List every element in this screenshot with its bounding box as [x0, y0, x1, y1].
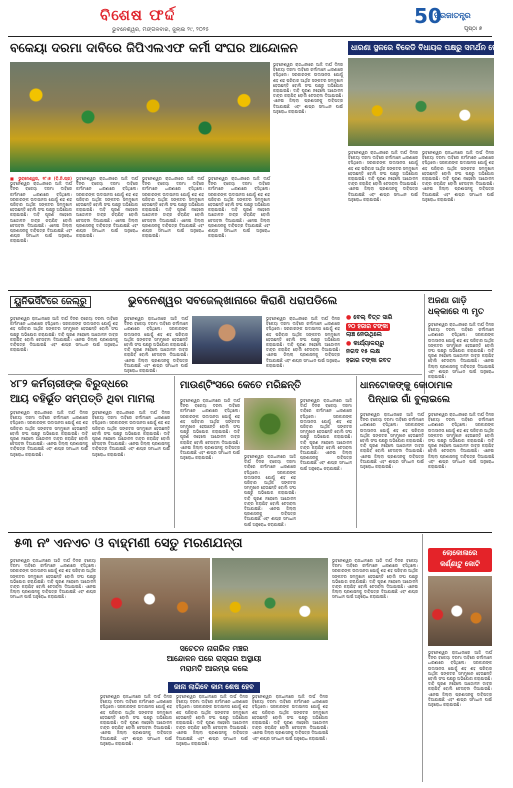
stat-line-6: ହଜାର ଟଙ୍କା ଜବତ — [346, 356, 392, 364]
brief-divider — [424, 294, 425, 394]
stat-line-2: ୨୦ ହଜାର ଟଙ୍କା — [348, 322, 388, 330]
top-story-column-3: ଭୁବନେଶ୍ୱର ରାଜଧାନୀରେ ଆଜି ଦୀର୍ଘ ଦିନର ବକେୟା ଦରମା ଦାବିରେ କର୍ମୀମାନେ ଧାରଣାରେ ବସିଥିଲେ। ସରକାରଙ୍କ ଉଦାସୀନତା ଯୋଗୁଁ ଶହ ଶହ ପରିବାର ଆର୍ଥିକ ସଙ୍କଟର ସମ୍ମୁଖୀନ ହେଉଛନ୍ତି ବୋଲି ସଂଘ ପକ୍ଷରୁ ଅଭିଯୋଗ କରାଯାଇଛି। ଦାବି ପୂରଣ ନହେଲେ ଆନ୍ଦୋଳନ ତୀବ୍ର କରାଯିବ ବୋଲି ଚେତାବନୀ ଦିଆଯାଇଛି। ଏନେଇ ଜିଲ୍ଲା ପ୍ରଶାସନକୁ ଦାବିପତ୍ର ଦିଆଯାଇଛି ଏବଂ ଶୀଘ୍ର ସମାଧାନ ପାଇଁ ଅନୁରୋଧ କରାଯାଇଛି। — [76, 176, 138, 239]
top-story-column-5: ଭୁବନେଶ୍ୱର ରାଜଧାନୀରେ ଆଜି ଦୀର୍ଘ ଦିନର ବକେୟା ଦରମା ଦାବିରେ କର୍ମୀମାନେ ଧାରଣାରେ ବସିଥିଲେ। ସରକାରଙ୍କ ଉଦାସୀନତା ଯୋଗୁଁ ଶହ ଶହ ପରିବାର ଆର୍ଥିକ ସଙ୍କଟର ସମ୍ମୁଖୀନ ହେଉଛନ୍ତି ବୋଲି ସଂଘ ପକ୍ଷରୁ ଅଭିଯୋଗ କରାଯାଇଛି। ଦାବି ପୂରଣ ନହେଲେ ଆନ୍ଦୋଳନ ତୀବ୍ର କରାଯିବ ବୋଲି ଚେତାବନୀ ଦିଆଯାଇଛି। ଏନେଇ ଜିଲ୍ଲା ପ୍ରଶାସନକୁ ଦାବିପତ୍ର ଦିଆଯାଇଛି ଏବଂ ଶୀଘ୍ର ସମାଧାନ ପାଇଁ ଅନୁରୋଧ କରାଯାଇଛି। — [208, 176, 270, 239]
top-story-column-4: ଭୁବନେଶ୍ୱର ରାଜଧାନୀରେ ଆଜି ଦୀର୍ଘ ଦିନର ବକେୟା ଦରମା ଦାବିରେ କର୍ମୀମାନେ ଧାରଣାରେ ବସିଥିଲେ। ସରକାରଙ୍କ ଉଦାସୀନତା ଯୋଗୁଁ ଶହ ଶହ ପରିବାର ଆର୍ଥିକ ସଙ୍କଟର ସମ୍ମୁଖୀନ ହେଉଛନ୍ତି ବୋଲି ସଂଘ ପକ୍ଷରୁ ଅଭିଯୋଗ କରାଯାଇଛି। ଦାବି ପୂରଣ ନହେଲେ ଆନ୍ଦୋଳନ ତୀବ୍ର କରାଯିବ ବୋଲି ଚେତାବନୀ ଦିଆଯାଇଛି। ଏନେଇ ଜିଲ୍ଲା ପ୍ରଶାସନକୁ ଦାବିପତ୍ର ଦିଆଯାଇଛି ଏବଂ ଶୀଘ୍ର ସମାଧାନ ପାଇଁ ଅନୁରୋଧ କରାଯାଇଛି। — [142, 176, 204, 239]
protest-march-photo — [100, 558, 210, 640]
right-brief-headline: ଅଜଣା ଗାଡ଼ି ଧକ୍କାରେ ୩ ମୃତ — [428, 296, 484, 317]
header-rule — [8, 36, 492, 37]
top-story-column-2 — [10, 176, 72, 286]
bridge-column-1: ଭୁବନେଶ୍ୱର ରାଜଧାନୀରେ ଆଜି ଦୀର୍ଘ ଦିନର ବକେୟା ଦରମା ଦାବିରେ କର୍ମୀମାନେ ଧାରଣାରେ ବସିଥିଲେ। ସରକାରଙ୍କ ଉଦାସୀନତା ଯୋଗୁଁ ଶହ ଶହ ପରିବାର ଆର୍ଥିକ ସଙ୍କଟର ସମ୍ମୁଖୀନ ହେଉଛନ୍ତି ବୋଲି ସଂଘ ପକ୍ଷରୁ ଅଭିଯୋଗ କରାଯାଇଛି। ଦାବି ପୂରଣ ନହେଲେ ଆନ୍ଦୋଳନ ତୀବ୍ର କରାଯିବ ବୋଲି ଚେତାବନୀ ଦିଆଯାଇଛି। ଏନେଇ ଜିଲ୍ଲା ପ୍ରଶାସନକୁ ଦାବିପତ୍ର ଦିଆଯାଇଛି ଏବଂ ଶୀଘ୍ର ସମାଧାନ ପାଇଁ ଅନୁରୋଧ କରାଯାଇଛି। — [10, 558, 96, 600]
stat-line-1: ● ବେଲ୍ ବିତ୍ତ ସାରି — [346, 314, 393, 321]
dhan-divider — [356, 376, 357, 528]
dhan-column-1: ଭୁବନେଶ୍ୱର ରାଜଧାନୀରେ ଆଜି ଦୀର୍ଘ ଦିନର ବକେୟା ଦରମା ଦାବିରେ କର୍ମୀମାନେ ଧାରଣାରେ ବସିଥିଲେ। ସରକାରଙ୍କ ଉଦାସୀନତା ଯୋଗୁଁ ଶହ ଶହ ପରିବାର ଆର୍ଥିକ ସଙ୍କଟର ସମ୍ମୁଖୀନ ହେଉଛନ୍ତି ବୋଲି ସଂଘ ପକ୍ଷରୁ ଅଭିଯୋଗ କରାଯାଇଛି। ଦାବି ପୂରଣ ନହେଲେ ଆନ୍ଦୋଳନ ତୀବ୍ର କରାଯିବ ବୋଲି ଚେତାବନୀ ଦିଆଯାଇଛି। ଏନେଇ ଜିଲ୍ଲା ପ୍ରଶାସନକୁ ଦାବିପତ୍ର ଦିଆଯାଇଛି ଏବଂ ଶୀଘ୍ର ସମାଧାନ ପାଇଁ ଅନୁରୋଧ କରାଯାଇଛି। — [360, 412, 424, 470]
accused-photo — [192, 316, 262, 364]
stat-line-4: ● କାର୍ଯ୍ୟାଳୟରୁ — [346, 339, 385, 347]
protest-line-1: ସଚେତନ ନାଗରିକ ମଞ୍ଚର — [179, 644, 249, 653]
road-protest-photo — [212, 558, 328, 640]
jail-story-column-3: ଭୁବନେଶ୍ୱର ରାଜଧାନୀରେ ଆଜି ଦୀର୍ଘ ଦିନର ବକେୟା ଦରମା ଦାବିରେ କର୍ମୀମାନେ ଧାରଣାରେ ବସିଥିଲେ। ସରକାରଙ୍କ ଉଦାସୀନତା ଯୋଗୁଁ ଶହ ଶହ ପରିବାର ଆର୍ଥିକ ସଙ୍କଟର ସମ୍ମୁଖୀନ ହେଉଛନ୍ତି ବୋଲି ସଂଘ ପକ୍ଷରୁ ଅଭିଯୋଗ କରାଯାଇଛି। ଦାବି ପୂରଣ ନହେଲେ ଆନ୍ଦୋଳନ ତୀବ୍ର କରାଯିବ ବୋଲି ଚେତାବନୀ ଦିଆଯାଇଛି। ଏନେଇ ଜିଲ୍ଲା ପ୍ରଶାସନକୁ ଦାବିପତ୍ର ଦିଆଯାଇଛି ଏବଂ ଶୀଘ୍ର ସମାଧାନ ପାଇଁ ଅନୁରୋଧ କରାଯାଇଛି। — [266, 316, 340, 368]
jail-story-column-2: ଭୁବନେଶ୍ୱର ରାଜଧାନୀରେ ଆଜି ଦୀର୍ଘ ଦିନର ବକେୟା ଦରମା ଦାବିରେ କର୍ମୀମାନେ ଧାରଣାରେ ବସିଥିଲେ। ସରକାରଙ୍କ ଉଦାସୀନତା ଯୋଗୁଁ ଶହ ଶହ ପରିବାର ଆର୍ଥିକ ସଙ୍କଟର ସମ୍ମୁଖୀନ ହେଉଛନ୍ତି ବୋଲି ସଂଘ ପକ୍ଷରୁ ଅଭିଯୋଗ କରାଯାଇଛି। ଦାବି ପୂରଣ ନହେଲେ ଆନ୍ଦୋଳନ ତୀବ୍ର କରାଯିବ ବୋଲି ଚେତାବନୀ ଦିଆଯାଇଛି। ଏନେଇ ଜିଲ୍ଲା ପ୍ରଶାସନକୁ ଦାବିପତ୍ର ଦିଆଯାଇଛି ଏବଂ ଶୀଘ୍ର ସମାଧାନ ପାଇଁ ଅନୁରୋଧ କରାଯାଇଛି। — [124, 316, 188, 374]
employee-column-2: ଭୁବନେଶ୍ୱର ରାଜଧାନୀରେ ଆଜି ଦୀର୍ଘ ଦିନର ବକେୟା ଦରମା ଦାବିରେ କର୍ମୀମାନେ ଧାରଣାରେ ବସିଥିଲେ। ସରକାରଙ୍କ ଉଦାସୀନତା ଯୋଗୁଁ ଶହ ଶହ ପରିବାର ଆର୍ଥିକ ସଙ୍କଟର ସମ୍ମୁଖୀନ ହେଉଛନ୍ତି ବୋଲି ସଂଘ ପକ୍ଷରୁ ଅଭିଯୋଗ କରାଯାଇଛି। ଦାବି ପୂରଣ ନହେଲେ ଆନ୍ଦୋଳନ ତୀବ୍ର କରାଯିବ ବୋଲି ଚେତାବନୀ ଦିଆଯାଇଛି। ଏନେଇ ଜିଲ୍ଲା ପ୍ରଶାସନକୁ ଦାବିପତ୍ର ଦିଆଯାଇଛି ଏବଂ ଶୀଘ୍ର ସମାଧାନ ପାଇଁ ଅନୁରୋଧ କରାଯାଇଛି। — [92, 410, 170, 457]
employee-headline-2: ଆୟ ବହିର୍ଭୂତ ସମ୍ପତ୍ତି ଥିବା ମାମଲା — [10, 393, 155, 405]
employee-headline-1: ୪୮୨ କର୍ମଚାରୀଙ୍କ ବିରୁଦ୍ଧରେ — [10, 378, 129, 390]
stat-line-3: ଲାଞ୍ଚ ନେଉଥିଲେ — [346, 331, 382, 338]
dhan-headline-2: ପିନ୍ଧାଇ ଗାଁ ବୁଲାଇଲେ — [368, 394, 451, 405]
mound-story-headline: ମାଉଣ୍ଟିଂସରେ କେତେ ମରିଛନ୍ତି — [180, 380, 302, 391]
section-divider — [8, 290, 492, 291]
crowd-photo — [10, 62, 270, 172]
protest-line-3: ମରାମତି ଆରମ୍ଭ କଲେ — [179, 664, 249, 673]
newspaper-logo-number: 50 — [414, 4, 442, 28]
jail-story-column-1: ଭୁବନେଶ୍ୱର ରାଜଧାନୀରେ ଆଜି ଦୀର୍ଘ ଦିନର ବକେୟା ଦରମା ଦାବିରେ କର୍ମୀମାନେ ଧାରଣାରେ ବସିଥିଲେ। ସରକାରଙ୍କ ଉଦାସୀନତା ଯୋଗୁଁ ଶହ ଶହ ପରିବାର ଆର୍ଥିକ ସଙ୍କଟର ସମ୍ମୁଖୀନ ହେଉଛନ୍ତି ବୋଲି ସଂଘ ପକ୍ଷରୁ ଅଭିଯୋଗ କରାଯାଇଛି। ଦାବି ପୂରଣ ନହେଲେ ଆନ୍ଦୋଳନ ତୀବ୍ର କରାଯିବ ବୋଲି ଚେତାବନୀ ଦିଆଯାଇଛି। ଏନେଇ ଜିଲ୍ଲା ପ୍ରଶାସନକୁ ଦାବିପତ୍ର ଦିଆଯାଇଛି ଏବଂ ଶୀଘ୍ର ସମାଧାନ ପାଇଁ ଅନୁରୋଧ କରାଯାଇଛି। — [10, 316, 118, 353]
mound-column-1: ଭୁବନେଶ୍ୱର ରାଜଧାନୀରେ ଆଜି ଦୀର୍ଘ ଦିନର ବକେୟା ଦରମା ଦାବିରେ କର୍ମୀମାନେ ଧାରଣାରେ ବସିଥିଲେ। ସରକାରଙ୍କ ଉଦାସୀନତା ଯୋଗୁଁ ଶହ ଶହ ପରିବାର ଆର୍ଥିକ ସଙ୍କଟର ସମ୍ମୁଖୀନ ହେଉଛନ୍ତି ବୋଲି ସଂଘ ପକ୍ଷରୁ ଅଭିଯୋଗ କରାଯାଇଛି। ଦାବି ପୂରଣ ନହେଲେ ଆନ୍ଦୋଳନ ତୀବ୍ର କରାଯିବ ବୋଲି ଚେତାବନୀ ଦିଆଯାଇଛି। ଏନେଇ ଜିଲ୍ଲା ପ୍ରଶାସନକୁ ଦାବିପତ୍ର ଦିଆଯାଇଛି ଏବଂ ଶୀଘ୍ର ସମାଧାନ ପାଇଁ ଅନୁରୋଧ କରାଯାଇଛି। — [180, 398, 240, 461]
lokakul-line-1: ଲୋକୋଳାରେ — [442, 549, 478, 557]
top-story-column-1: ଭୁବନେଶ୍ୱର ରାଜଧାନୀରେ ଆଜି ଦୀର୍ଘ ଦିନର ବକେୟା ଦରମା ଦାବିରେ କର୍ମୀମାନେ ଧାରଣାରେ ବସିଥିଲେ। ସରକାରଙ୍କ ଉଦାସୀନତା ଯୋଗୁଁ ଶହ ଶହ ପରିବାର ଆର୍ଥିକ ସଙ୍କଟର ସମ୍ମୁଖୀନ ହେଉଛନ୍ତି ବୋଲି ସଂଘ ପକ୍ଷରୁ ଅଭିଯୋଗ କରାଯାଇଛି। ଦାବି ପୂରଣ ନହେଲେ ଆନ୍ଦୋଳନ ତୀବ୍ର କରାଯିବ ବୋଲି ଚେତାବନୀ ଦିଆଯାଇଛି। ଏନେଇ ଜିଲ୍ଲା ପ୍ରଶାସନକୁ ଦାବିପତ୍ର ଦିଆଯାଇଛି ଏବଂ ଶୀଘ୍ର ସମାଧାନ ପାଇଁ ଅନୁରୋଧ କରାଯାଇଛି। — [273, 62, 343, 114]
right-brief-text: ଭୁବନେଶ୍ୱର ରାଜଧାନୀରେ ଆଜି ଦୀର୍ଘ ଦିନର ବକେୟା ଦରମା ଦାବିରେ କର୍ମୀମାନେ ଧାରଣାରେ ବସିଥିଲେ। ସରକାରଙ୍କ ଉଦାସୀନତା ଯୋଗୁଁ ଶହ ଶହ ପରିବାର ଆର୍ଥିକ ସଙ୍କଟର ସମ୍ମୁଖୀନ ହେଉଛନ୍ତି ବୋଲି ସଂଘ ପକ୍ଷରୁ ଅଭିଯୋଗ କରାଯାଇଛି। ଦାବି ପୂରଣ ନହେଲେ ଆନ୍ଦୋଳନ ତୀବ୍ର କରାଯିବ ବୋଲି ଚେତାବନୀ ଦିଆଯାଇଛି। ଏନେଇ ଜିଲ୍ଲା ପ୍ରଶାସନକୁ ଦାବିପତ୍ର ଦିଆଯାଇଛି ଏବଂ ଶୀଘ୍ର ସମାଧାନ ପାଇଁ ଅନୁରୋଧ କରାଯାଇଛି। — [428, 322, 494, 380]
protest-photo — [348, 58, 494, 146]
divider-2 — [8, 374, 422, 375]
bridge-column-3: ଭୁବନେଶ୍ୱର ରାଜଧାନୀରେ ଆଜି ଦୀର୍ଘ ଦିନର ବକେୟା ଦରମା ଦାବିରେ କର୍ମୀମାନେ ଧାରଣାରେ ବସିଥିଲେ। ସରକାରଙ୍କ ଉଦାସୀନତା ଯୋଗୁଁ ଶହ ଶହ ପରିବାର ଆର୍ଥିକ ସଙ୍କଟର ସମ୍ମୁଖୀନ ହେଉଛନ୍ତି ବୋଲି ସଂଘ ପକ୍ଷରୁ ଅଭିଯୋଗ କରାଯାଇଛି। ଦାବି ପୂରଣ ନହେଲେ ଆନ୍ଦୋଳନ ତୀବ୍ର କରାଯିବ ବୋଲି ଚେତାବନୀ ଦିଆଯାଇଛି। ଏନେଇ ଜିଲ୍ଲା ପ୍ରଶାସନକୁ ଦାବିପତ୍ର ଦିଆଯାଇଛି ଏବଂ ଶୀଘ୍ର ସମାଧାନ ପାଇଁ ଅନୁରୋଧ କରାଯାଇଛି। — [176, 694, 248, 746]
mound-column-2: ଭୁବନେଶ୍ୱର ରାଜଧାନୀରେ ଆଜି ଦୀର୍ଘ ଦିନର ବକେୟା ଦରମା ଦାବିରେ କର୍ମୀମାନେ ଧାରଣାରେ ବସିଥିଲେ। ସରକାରଙ୍କ ଉଦାସୀନତା ଯୋଗୁଁ ଶହ ଶହ ପରିବାର ଆର୍ଥିକ ସଙ୍କଟର ସମ୍ମୁଖୀନ ହେଉଛନ୍ତି ବୋଲି ସଂଘ ପକ୍ଷରୁ ଅଭିଯୋଗ କରାଯାଇଛି। ଦାବି ପୂରଣ ନହେଲେ ଆନ୍ଦୋଳନ ତୀବ୍ର କରାଯିବ ବୋଲି ଚେତାବନୀ ଦିଆଯାଇଛି। ଏନେଇ ଜିଲ୍ଲା ପ୍ରଶାସନକୁ ଦାବିପତ୍ର ଦିଆଯାଇଛି ଏବଂ ଶୀଘ୍ର ସମାଧାନ ପାଇଁ ଅନୁରୋଧ କରାଯାଇଛି। — [244, 454, 296, 527]
lokakul-divider — [422, 534, 423, 782]
side-story-headline-box: ଧାରଣା ସ୍ଥଳରେ ବିକେଡି ବିଧାୟକ ପକ୍ଷରୁ ସମର୍ଥନ ଘୋଷଣା — [348, 41, 494, 55]
dateline-marker: ■ ଭୁବନେଶ୍ୱର, ୨୮।୭ (ବି.ନି.ପ୍ର) — [10, 176, 72, 181]
stat-line-5: ନଗଦ ୧୫ ଲକ୍ଷ — [346, 348, 380, 355]
page-number: ପୃଷ୍ଠା ୭ — [464, 26, 483, 32]
jail-story-kicker: ୟୁନିଭର୍ସିଟିରେ ଜେଲ୍ରୁ — [10, 296, 91, 308]
dhan-column-2: ଭୁବନେଶ୍ୱର ରାଜଧାନୀରେ ଆଜି ଦୀର୍ଘ ଦିନର ବକେୟା ଦରମା ଦାବିରେ କର୍ମୀମାନେ ଧାରଣାରେ ବସିଥିଲେ। ସରକାରଙ୍କ ଉଦାସୀନତା ଯୋଗୁଁ ଶହ ଶହ ପରିବାର ଆର୍ଥିକ ସଙ୍କଟର ସମ୍ମୁଖୀନ ହେଉଛନ୍ତି ବୋଲି ସଂଘ ପକ୍ଷରୁ ଅଭିଯୋଗ କରାଯାଇଛି। ଦାବି ପୂରଣ ନହେଲେ ଆନ୍ଦୋଳନ ତୀବ୍ର କରାଯିବ ବୋଲି ଚେତାବନୀ ଦିଆଯାଇଛି। ଏନେଇ ଜିଲ୍ଲା ପ୍ରଶାସନକୁ ଦାବିପତ୍ର ଦିଆଯାଇଛି ଏବଂ ଶୀଘ୍ର ସମାଧାନ ପାଇଁ ଅନୁରୋଧ କରାଯାଇଛି। — [428, 412, 494, 470]
bridge-column-2: ଭୁବନେଶ୍ୱର ରାଜଧାନୀରେ ଆଜି ଦୀର୍ଘ ଦିନର ବକେୟା ଦରମା ଦାବିରେ କର୍ମୀମାନେ ଧାରଣାରେ ବସିଥିଲେ। ସରକାରଙ୍କ ଉଦାସୀନତା ଯୋଗୁଁ ଶହ ଶହ ପରିବାର ଆର୍ଥିକ ସଙ୍କଟର ସମ୍ମୁଖୀନ ହେଉଛନ୍ତି ବୋଲି ସଂଘ ପକ୍ଷରୁ ଅଭିଯୋଗ କରାଯାଇଛି। ଦାବି ପୂରଣ ନହେଲେ ଆନ୍ଦୋଳନ ତୀବ୍ର କରାଯିବ ବୋଲି ଚେତାବନୀ ଦିଆଯାଇଛି। ଏନେଇ ଜିଲ୍ଲା ପ୍ରଶାସନକୁ ଦାବିପତ୍ର ଦିଆଯାଇଛି ଏବଂ ଶୀଘ୍ର ସମାଧାନ ପାଇଁ ଅନୁରୋଧ କରାଯାଇଛି। — [100, 694, 172, 746]
dateline: ଭୁବନେଶ୍ୱର, ମଙ୍ଗଳବାର, ଜୁଲାଇ ୨୯, ୨୦୨୫ — [112, 27, 209, 33]
bridge-column-5: ଭୁବନେଶ୍ୱର ରାଜଧାନୀରେ ଆଜି ଦୀର୍ଘ ଦିନର ବକେୟା ଦରମା ଦାବିରେ କର୍ମୀମାନେ ଧାରଣାରେ ବସିଥିଲେ। ସରକାରଙ୍କ ଉଦାସୀନତା ଯୋଗୁଁ ଶହ ଶହ ପରିବାର ଆର୍ଥିକ ସଙ୍କଟର ସମ୍ମୁଖୀନ ହେଉଛନ୍ତି ବୋଲି ସଂଘ ପକ୍ଷରୁ ଅଭିଯୋଗ କରାଯାଇଛି। ଦାବି ପୂରଣ ନହେଲେ ଆନ୍ଦୋଳନ ତୀବ୍ର କରାଯିବ ବୋଲି ଚେତାବନୀ ଦିଆଯାଇଛି। ଏନେଇ ଜିଲ୍ଲା ପ୍ରଶାସନକୁ ଦାବିପତ୍ର ଦିଆଯାଇଛି ଏବଂ ଶୀଘ୍ର ସମାଧାନ ପାଇଁ ଅନୁରୋଧ କରାଯାଇଛି। — [332, 558, 418, 600]
newspaper-logo-name: ପ୍ରଜାତନ୍ତ୍ର — [434, 11, 471, 20]
lokakul-text: ଭୁବନେଶ୍ୱର ରାଜଧାନୀରେ ଆଜି ଦୀର୍ଘ ଦିନର ବକେୟା ଦରମା ଦାବିରେ କର୍ମୀମାନେ ଧାରଣାରେ ବସିଥିଲେ। ସରକାରଙ୍କ ଉଦାସୀନତା ଯୋଗୁଁ ଶହ ଶହ ପରିବାର ଆର୍ଥିକ ସଙ୍କଟର ସମ୍ମୁଖୀନ ହେଉଛନ୍ତି ବୋଲି ସଂଘ ପକ୍ଷରୁ ଅଭିଯୋଗ କରାଯାଇଛି। ଦାବି ପୂରଣ ନହେଲେ ଆନ୍ଦୋଳନ ତୀବ୍ର କରାଯିବ ବୋଲି ଚେତାବନୀ ଦିଆଯାଇଛି। ଏନେଇ ଜିଲ୍ଲା ପ୍ରଶାସନକୁ ଦାବିପତ୍ର ଦିଆଯାଇଛି ଏବଂ ଶୀଘ୍ର ସମାଧାନ ପାଇଁ ଅନୁରୋଧ କରାଯାଇଛି। — [428, 650, 492, 708]
people-photo — [428, 576, 492, 646]
bridge-story-headline: ୫୩ ନଂ ଏନଏଚ ଓ ବାହ୍ମଣୀ ସେତୁ ମରଣଯନ୍ତା — [14, 536, 243, 551]
section-title: ବିଶେଷ ଫର୍ଦ୍ଦ — [100, 6, 176, 24]
section-divider-2 — [8, 532, 492, 533]
top-story-headline: ବକେୟା ଦରମା ଦାବିରେ ଜିପିଏଲଏଫ କର୍ମୀ ସଂଘର ଆନ୍ଦୋଳନ — [10, 40, 298, 55]
bridge-column-4: ଭୁବନେଶ୍ୱର ରାଜଧାନୀରେ ଆଜି ଦୀର୍ଘ ଦିନର ବକେୟା ଦରମା ଦାବିରେ କର୍ମୀମାନେ ଧାରଣାରେ ବସିଥିଲେ। ସରକାରଙ୍କ ଉଦାସୀନତା ଯୋଗୁଁ ଶହ ଶହ ପରିବାର ଆର୍ଥିକ ସଙ୍କଟର ସମ୍ମୁଖୀନ ହେଉଛନ୍ତି ବୋଲି ସଂଘ ପକ୍ଷରୁ ଅଭିଯୋଗ କରାଯାଇଛି। ଦାବି ପୂରଣ ନହେଲେ ଆନ୍ଦୋଳନ ତୀବ୍ର କରାଯିବ ବୋଲି ଚେତାବନୀ ଦିଆଯାଇଛି। ଏନେଇ ଜିଲ୍ଲା ପ୍ରଶାସନକୁ ଦାବିପତ୍ର ଦିଆଯାଇଛି ଏବଂ ଶୀଘ୍ର ସମାଧାନ ପାଇଁ ଅନୁରୋଧ କରାଯାଇଛି। — [252, 694, 328, 741]
employee-column-1: ଭୁବନେଶ୍ୱର ରାଜଧାନୀରେ ଆଜି ଦୀର୍ଘ ଦିନର ବକେୟା ଦରମା ଦାବିରେ କର୍ମୀମାନେ ଧାରଣାରେ ବସିଥିଲେ। ସରକାରଙ୍କ ଉଦାସୀନତା ଯୋଗୁଁ ଶହ ଶହ ପରିବାର ଆର୍ଥିକ ସଙ୍କଟର ସମ୍ମୁଖୀନ ହେଉଛନ୍ତି ବୋଲି ସଂଘ ପକ୍ଷରୁ ଅଭିଯୋଗ କରାଯାଇଛି। ଦାବି ପୂରଣ ନହେଲେ ଆନ୍ଦୋଳନ ତୀବ୍ର କରାଯିବ ବୋଲି ଚେତାବନୀ ଦିଆଯାଇଛି। ଏନେଇ ଜିଲ୍ଲା ପ୍ରଶାସନକୁ ଦାବିପତ୍ର ଦିଆଯାଇଛି ଏବଂ ଶୀଘ୍ର ସମାଧାନ ପାଇଁ ଅନୁରୋଧ କରାଯାଇଛି। — [10, 410, 88, 457]
plant-photo — [244, 398, 296, 450]
side-story-column-1: ଭୁବନେଶ୍ୱର ରାଜଧାନୀରେ ଆଜି ଦୀର୍ଘ ଦିନର ବକେୟା ଦରମା ଦାବିରେ କର୍ମୀମାନେ ଧାରଣାରେ ବସିଥିଲେ। ସରକାରଙ୍କ ଉଦାସୀନତା ଯୋଗୁଁ ଶହ ଶହ ପରିବାର ଆର୍ଥିକ ସଙ୍କଟର ସମ୍ମୁଖୀନ ହେଉଛନ୍ତି ବୋଲି ସଂଘ ପକ୍ଷରୁ ଅଭିଯୋଗ କରାଯାଇଛି। ଦାବି ପୂରଣ ନହେଲେ ଆନ୍ଦୋଳନ ତୀବ୍ର କରାଯିବ ବୋଲି ଚେତାବନୀ ଦିଆଯାଇଛି। ଏନେଇ ଜିଲ୍ଲା ପ୍ରଶାସନକୁ ଦାବିପତ୍ର ଦିଆଯାଇଛି ଏବଂ ଶୀଘ୍ର ସମାଧାନ ପାଇଁ ଅନୁରୋଧ କରାଯାଇଛି। — [348, 150, 418, 202]
protest-line-2: ଆନ୍ଦୋଳନ ପରେ ରାସ୍ତାର ଅସ୍ଥାୟୀ — [166, 654, 262, 663]
mound-column-3: ଭୁବନେଶ୍ୱର ରାଜଧାନୀରେ ଆଜି ଦୀର୍ଘ ଦିନର ବକେୟା ଦରମା ଦାବିରେ କର୍ମୀମାନେ ଧାରଣାରେ ବସିଥିଲେ। ସରକାରଙ୍କ ଉଦାସୀନତା ଯୋଗୁଁ ଶହ ଶହ ପରିବାର ଆର୍ଥିକ ସଙ୍କଟର ସମ୍ମୁଖୀନ ହେଉଛନ୍ତି ବୋଲି ସଂଘ ପକ୍ଷରୁ ଅଭିଯୋଗ କରାଯାଇଛି। ଦାବି ପୂରଣ ନହେଲେ ଆନ୍ଦୋଳନ ତୀବ୍ର କରାଯିବ ବୋଲି ଚେତାବନୀ ଦିଆଯାଇଛି। ଏନେଇ ଜିଲ୍ଲା ପ୍ରଶାସନକୁ ଦାବିପତ୍ର ଦିଆଯାଇଛି ଏବଂ ଶୀଘ୍ର ସମାଧାନ ପାଇଁ ଅନୁରୋଧ କରାଯାଇଛି। — [300, 398, 352, 471]
side-story-column-2: ଭୁବନେଶ୍ୱର ରାଜଧାନୀରେ ଆଜି ଦୀର୍ଘ ଦିନର ବକେୟା ଦରମା ଦାବିରେ କର୍ମୀମାନେ ଧାରଣାରେ ବସିଥିଲେ। ସରକାରଙ୍କ ଉଦାସୀନତା ଯୋଗୁଁ ଶହ ଶହ ପରିବାର ଆର୍ଥିକ ସଙ୍କଟର ସମ୍ମୁଖୀନ ହେଉଛନ୍ତି ବୋଲି ସଂଘ ପକ୍ଷରୁ ଅଭିଯୋଗ କରାଯାଇଛି। ଦାବି ପୂରଣ ନହେଲେ ଆନ୍ଦୋଳନ ତୀବ୍ର କରାଯିବ ବୋଲି ଚେତାବନୀ ଦିଆଯାଇଛି। ଏନେଇ ଜିଲ୍ଲା ପ୍ରଶାସନକୁ ଦାବିପତ୍ର ଦିଆଯାଇଛି ଏବଂ ଶୀଘ୍ର ସମାଧାନ ପାଇଁ ଅନୁରୋଧ କରାଯାଇଛି। — [422, 150, 494, 202]
stat-box — [346, 314, 422, 368]
lokakul-line-2: କର୍ଣ୍ଣାଟୁ କୋଟି — [440, 560, 480, 568]
top-story-text: ଭୁବନେଶ୍ୱର ରାଜଧାନୀରେ ଆଜି ଦୀର୍ଘ ଦିନର ବକେୟା ଦରମା ଦାବିରେ କର୍ମୀମାନେ ଧାରଣାରେ ବସିଥିଲେ। ସରକାରଙ୍କ ଉଦାସୀନତା ଯୋଗୁଁ ଶହ ଶହ ପରିବାର ଆର୍ଥିକ ସଙ୍କଟର ସମ୍ମୁଖୀନ ହେଉଛନ୍ତି ବୋଲି ସଂଘ ପକ୍ଷରୁ ଅଭିଯୋଗ କରାଯାଇଛି। ଦାବି ପୂରଣ ନହେଲେ ଆନ୍ଦୋଳନ ତୀବ୍ର କରାଯିବ ବୋଲି ଚେତାବନୀ ଦିଆଯାଇଛି। ଏନେଇ ଜିଲ୍ଲା ପ୍ରଶାସନକୁ ଦାବିପତ୍ର ଦିଆଯାଇଛି ଏବଂ ଶୀଘ୍ର ସମାଧାନ ପାଇଁ ଅନୁରୋଧ କରାଯାଇଛି। — [10, 181, 72, 244]
dhan-headline-1: ଧାନଟୋକଙ୍କୁ କୋଠାମାଳ — [360, 380, 453, 391]
lokakul-box — [428, 548, 492, 572]
protest-headline-box — [100, 644, 328, 690]
protest-line-4: ଜାନା ଲାଗିବେ କାମ ଶେଷ ହେବ — [168, 682, 260, 693]
jail-story-headline: ଭୁବନେଶ୍ୱର ସବଜେଲ୍ଖାନାରେ କିରାଣି ଧରାପଡିଲେ — [128, 294, 338, 307]
mound-divider — [174, 376, 175, 528]
